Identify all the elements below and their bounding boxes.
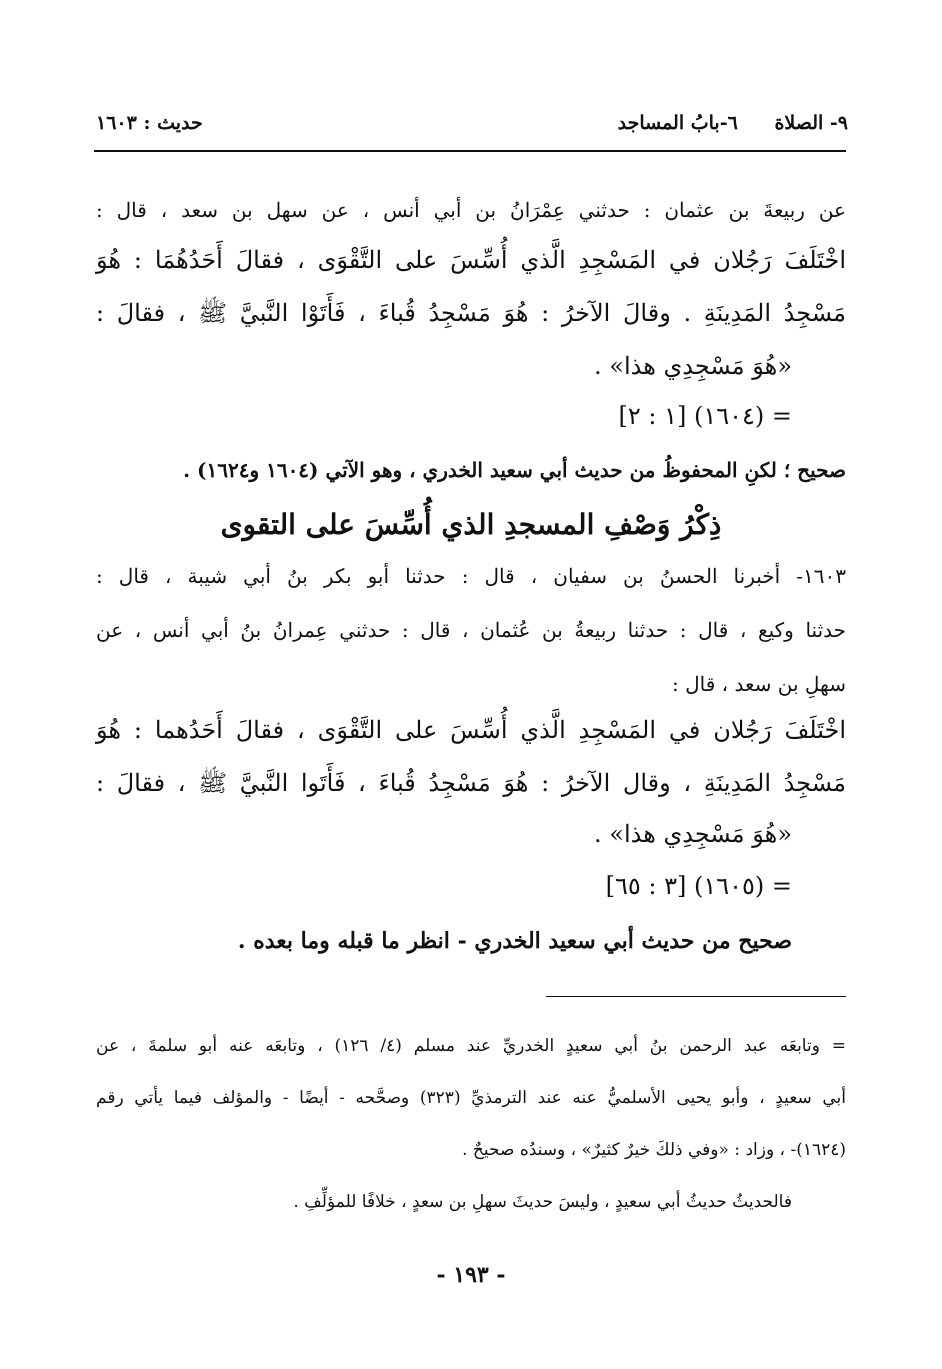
grading-note-2: صحيح من حديث أبي سعيد الخدري - انظر ما قبله وما بعده .: [237, 928, 792, 954]
footnote-line-4: فالحديثُ حديثُ أبي سعيدٍ ، وليسَ حديثَ سهلِ بن سعدٍ ، خلافًا للمؤلِّفِ .: [293, 1192, 792, 1212]
body-line-10: سهلِ بن سعد ، قال :: [672, 672, 846, 696]
cross-reference-1: = (١٦٠٤) [١ : ٢]: [618, 402, 792, 430]
running-header-hadith-ref: حديث : ١٦٠٣: [96, 112, 203, 134]
footnote-line-3: (١٦٢٤)- ، وزاد : «وفي ذلكَ خيرٌ كثيرٌ» ، وسندُه صحيحٌ .: [462, 1140, 846, 1160]
body-line-3: مَسْجِدُ المَدِينَةِ . وقالَ الآخرُ : هُوَ مَسْجِدُ قُباءَ ، فَأَتَوْا النَّبيَّ ﷺ ، فقالَ :: [96, 299, 846, 327]
running-header-chapter: [588, 112, 848, 134]
cross-reference-2: = (١٦٠٥) [٣ : ٦٥]: [605, 872, 792, 900]
chapter-title: ٩- الصلاة: [774, 112, 848, 134]
body-line-13: «هُوَ مَسْجِدِي هذا» .: [594, 820, 792, 848]
body-line-11: اخْتَلَفَ رَجُلان في المَسْجِدِ الَّذي أُسِّسَ على التَّقْوَى ، فقالَ أَحَدُهما : هُوَ: [96, 716, 846, 744]
body-line-8: ١٦٠٣- أخبرنا الحسنُ بن سفيان ، قال : حدثنا أبو بكر بنُ أبي شيبة ، قال :: [96, 564, 846, 588]
footnote-divider: [546, 996, 846, 997]
body-line-12: مَسْجِدُ المَدِينَةِ ، وقال الآخرُ : هُوَ مَسْجِدُ قُباءَ ، فَأَتَوا النَّبيَّ ﷺ ، فقالَ :: [96, 769, 846, 797]
section-heading: ذِكْرُ وَصْفِ المسجدِ الذي أُسِّسَ على التقوى: [220, 508, 722, 541]
section-title: ٦-بابُ المساجد: [617, 112, 738, 134]
footnote-line-1: = وتابعَه عبد الرحمن بنُ أبي سعيدٍ الخدريِّ عند مسلم (٤/ ١٢٦) ، وتابعَه عنه أبو سلمةَ ، عن: [96, 1036, 846, 1056]
body-line-1: عن ربيعةَ بن عثمان : حدثني عِمْرَانُ بن أبي أنس ، عن سهل بن سعد ، قال :: [96, 198, 846, 222]
body-line-4: «هُوَ مَسْجِدِي هذا» .: [594, 352, 792, 380]
body-line-2: اخْتَلَفَ رَجُلان في المَسْجِدِ الَّذي أُسِّسَ على التَّقْوَى ، فقالَ أَحَدُهُمَا : هُوَ: [96, 246, 846, 274]
header-divider: [94, 150, 846, 152]
page-number: - ١٩٣ -: [436, 1262, 506, 1288]
body-line-9: حدثنا وكيع ، قال : حدثنا ربيعةُ بن عُثمان ، قال : حدثني عِمرانُ بنُ أبي أنس ، عن: [96, 618, 846, 642]
footnote-line-2: أبي سعيدٍ ، وأبو يحيى الأسلميُّ عنه عند الترمذيِّ (٣٢٣) وصحَّحه - أيضًا - والمؤلف فيما يأتي رقم: [96, 1088, 846, 1108]
grading-note-1: صحيح ؛ لكنِ المحفوظُ من حديث أبي سعيد الخدري ، وهو الآتي (١٦٠٤ و١٦٢٤) .: [183, 458, 846, 482]
